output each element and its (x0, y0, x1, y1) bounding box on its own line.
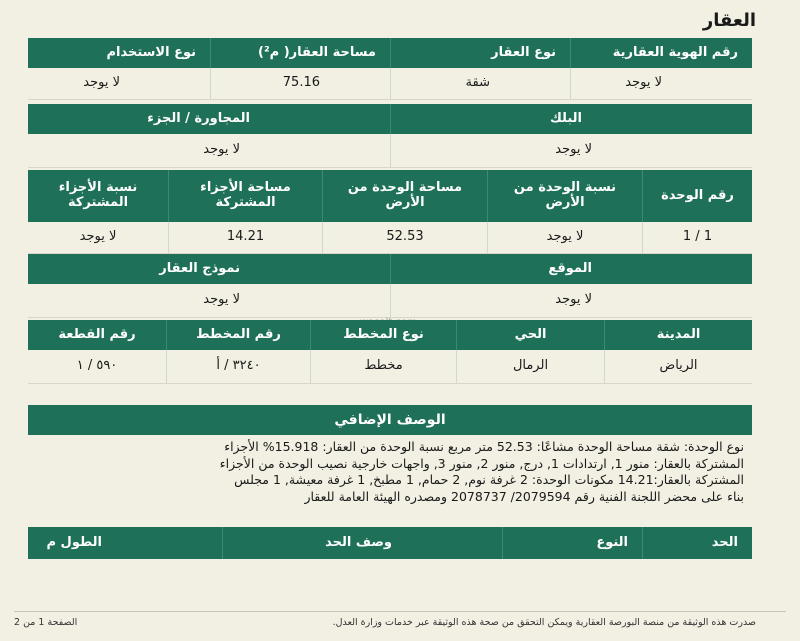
table-value-row (28, 134, 752, 168)
location-table (28, 254, 752, 318)
header-unit-number: رقم الوحدة (642, 170, 752, 222)
description-line: نوع الوحدة: شقة مساحة الوحدة مشاعًا: 52.53 متر مربع نسبة الوحدة من العقار: 15.918% الأجزاء (224, 439, 744, 454)
description-line: بناء على محضر اللجنة الفنية رقم 2079594/ 2078737 ومصدره الهيئة العامة للعقار (304, 488, 744, 504)
value-plan-type: مخطط (310, 350, 456, 384)
footer-divider (14, 611, 786, 612)
page-number: الصفحة 1 من 2 (14, 617, 78, 628)
header-boundary-description: وصف الحد (222, 527, 502, 559)
header-block: البلك (390, 104, 752, 134)
value-neighborhood: لا يوجد (28, 134, 390, 168)
table-header-row (28, 170, 752, 222)
header-unit-land-area: مساحة الوحدة من الأرض (322, 170, 487, 222)
description-title: الوصف الإضافي (28, 405, 752, 435)
value-district: الرمال (456, 350, 604, 384)
value-common-ratio: لا يوجد (28, 222, 168, 254)
header-common-ratio: نسبة الأجزاء المشتركة (58, 180, 138, 210)
header-boundary-length: الطول م (46, 534, 102, 550)
header-property-type: نوع العقار (390, 38, 570, 68)
description-body (44, 439, 744, 505)
page-title: العقار (702, 10, 756, 31)
header-plan-number: رقم المخطط (166, 320, 310, 350)
value-plot-number: ٥٩٠ / ١ (28, 350, 166, 384)
value-property-type: شقة (390, 68, 570, 100)
header-property-model: نموذج العقار (159, 260, 240, 276)
header-property-id: رقم الهوية العقارية (570, 38, 752, 68)
table-header-row (28, 254, 752, 284)
table-header-row (28, 104, 752, 134)
value-usage-type: لا يوجد (28, 68, 210, 100)
value-property-model: لا يوجد (28, 284, 390, 318)
property-basics-table (28, 38, 752, 100)
table-header-row (28, 320, 752, 350)
header-city: المدينة (604, 320, 752, 350)
value-common-area: 14.21 (168, 222, 322, 254)
plan-table (28, 320, 752, 384)
block-table (28, 104, 752, 168)
value-unit-land-ratio: لا يوجد (487, 222, 642, 254)
description-line: المشتركة بالعقار: منور 1, ارتدادات 1, درج, منور 2, منور 3, واجهات خارجية نصيب الوحدة من الأجزاء (219, 455, 744, 471)
table-value-row (28, 284, 752, 318)
unit-details-table (28, 170, 752, 254)
description-line: المشتركة بالعقار:14.21 مكونات الوحدة: 2 غرفة نوم, 2 حمام, 1 مطبخ, 1 غرفة معيشة, 1 مجلس (234, 472, 744, 487)
table-header-row (28, 527, 752, 559)
table-value-row (28, 350, 752, 384)
header-neighborhood: المجاورة / الجزء (147, 110, 250, 126)
value-location: لا يوجد (390, 284, 752, 318)
value-plan-number: ٣٢٤٠ / أ (166, 350, 310, 384)
value-city: الرياض (604, 350, 752, 384)
table-value-row (28, 68, 752, 100)
value-property-area: 75.16 (210, 68, 390, 100)
value-unit-land-area: 52.53 (322, 222, 487, 254)
header-plot-number: رقم القطعة (58, 326, 136, 342)
footer-note: صدرت هذه الوثيقة من منصة البورصة العقارية ويمكن التحقق من صحة هذه الوثيقة عبر خدمات وزارة العدل. (332, 617, 756, 628)
table-value-row (28, 222, 752, 254)
header-location: الموقع (390, 254, 752, 284)
header-unit-land-ratio: نسبة الوحدة من الأرض (487, 170, 642, 222)
header-plan-type: نوع المخطط (310, 320, 456, 350)
value-property-id: لا يوجد (570, 68, 752, 100)
header-usage-type: نوع الاستخدام (106, 44, 196, 60)
header-boundary: الحد (642, 527, 752, 559)
table-header-row (28, 38, 752, 68)
header-boundary-type: النوع (502, 527, 642, 559)
boundaries-table (28, 527, 752, 559)
header-property-area: مساحة العقار( م²) (210, 38, 390, 68)
value-block: لا يوجد (390, 134, 752, 168)
header-district: الحي (456, 320, 604, 350)
header-common-area: مساحة الأجزاء المشتركة (168, 170, 322, 222)
value-unit-number: 1 / 1 (642, 222, 752, 254)
